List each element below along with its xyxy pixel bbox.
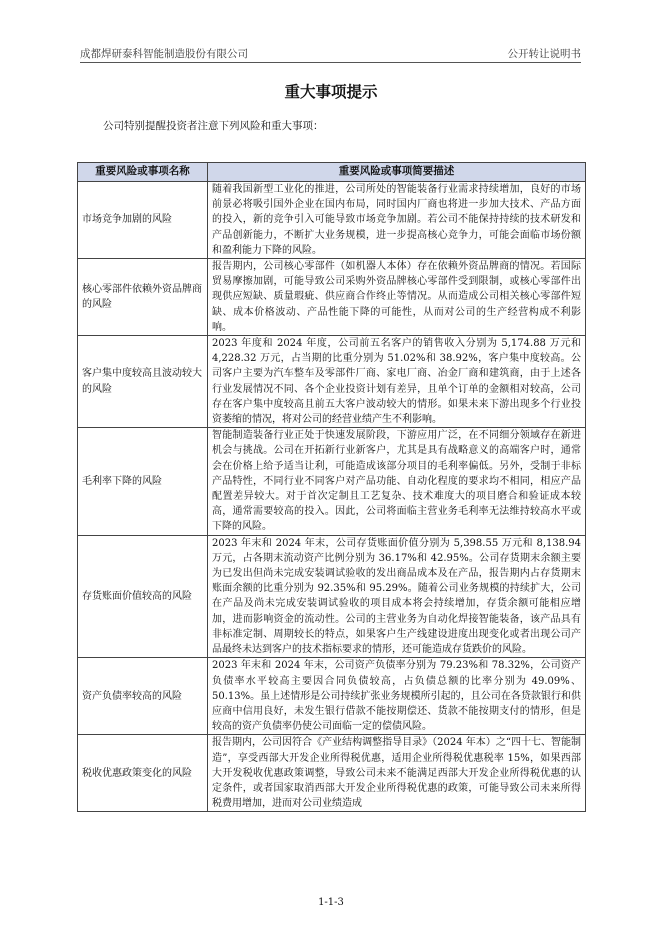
risk-name: 市场竞争加剧的风险	[78, 182, 208, 259]
header-company-name: 成都焊研泰科智能制造股份有限公司	[80, 48, 248, 60]
risk-description: 随着我国新型工业化的推进，公司所处的智能装备行业需求持续增加，良好的市场前景必将吸引国外企业在国内布局，同时国内厂商也将进一步加大技术、产品方面的投入，新的竞争引入可能导致市场竞争加剧。若公司不能保持持续的技术研发和产品创新能力，不断扩大业务规模，进一步提高核心竞争力，可能会面临市场份额和盈利能力下降的风险。	[208, 182, 586, 259]
risk-description: 报告期内，公司因符合《产业结构调整指导目录》（2024 年本）之“四十七、智能制造”，享受西部大开发企业所得税优惠，适用企业所得税优惠税率 15%，如果西部大开发税收优惠政策调整，导致公司未来不能满足西部大开发企业所得税优惠的认定条件，或者国家取消西部大开发企业所得税优惠的政策，可能导致公司未来所得税费用增加，进而对公司业绩造成	[208, 735, 586, 812]
table-row	[78, 259, 586, 336]
table-row	[78, 182, 586, 259]
risk-name: 核心零部件依赖外资品牌商的风险	[78, 259, 208, 336]
page-title: 重大事项提示	[284, 83, 378, 101]
table-row	[78, 535, 586, 658]
table-row	[78, 658, 586, 735]
column-header-risk-name: 重要风险或事项名称	[78, 163, 208, 182]
risk-description: 报告期内，公司核心零部件（如机器人本体）存在依赖外资品牌商的情况。若国际贸易摩擦加剧，可能导致公司采购外资品牌核心零部件受到限制，或核心零部件出现供应短缺、质量瑕疵、供应商合作终止等情况。从而造成公司相关核心零部件短缺、成本价格波动、产品性能下降的可能性，从而对公司的生产经营构成不利影响。	[208, 259, 586, 336]
header-document-type: 公开转让说明书	[507, 48, 581, 60]
risk-table	[77, 162, 586, 812]
page-header	[80, 44, 581, 63]
risk-name: 资产负债率较高的风险	[78, 658, 208, 735]
table-row	[78, 428, 586, 535]
risk-name: 存货账面价值较高的风险	[78, 535, 208, 658]
risk-name: 客户集中度较高且波动较大的风险	[78, 336, 208, 428]
risk-description: 2023 年度和 2024 年度，公司前五名客户的销售收入分别为 5,174.88 万元和 4,228.32 万元，占当期的比重分别为 51.02%和 38.92%，客户集中度较高。公司客户主要为汽车整车及零部件厂商、家电厂商、冶金厂商和建筑商，由于上述各行业发展情况不同、各个企业投资计划有差异，且单个订单的金额相对较高，公司存在客户集中度较高且前五大客户波动较大的情形。如果未来下游出现多个行业投资萎缩的情况，将对公司的经营业绩产生不利影响。	[208, 336, 586, 428]
column-header-risk-description: 重要风险或事项简要描述	[208, 163, 586, 182]
page-number: 1-1-3	[318, 897, 344, 908]
risk-description: 2023 年末和 2024 年末，公司存货账面价值分别为 5,398.55 万元和 8,138.94 万元，占各期末流动资产比例分别为 36.17%和 42.95%。公司存货期末余额主要为已发出但尚未完成安装调试验收的发出商品成本及在产品，报告期内占存货期末账面余额的比重分别为 92.35%和 95.29%。随着公司业务规模的持续扩大，公司在产品及尚未完成安装调试验收的项目成本将会持续增加，存货余额可能相应增加，进而影响资金的流动性。公司的主营业务为自动化焊接智能装备，该产品具有非标准定制、周期较长的特点，如果客户生产线建设进度出现变化或者出现公司产品最终未达到客户的技术指标要求的情形，还可能造成存货跌价的风险。	[208, 535, 586, 658]
risk-description: 智能制造装备行业正处于快速发展阶段，下游应用广泛，在不同细分领域存在新进机会与挑战。公司在开拓新行业新客户，尤其是具有战略意义的高端客户时，通常会在价格上给予适当让利，可能造成该部分项目的毛利率偏低。另外，受制于非标产品特性，不同行业不同客户对产品功能、自动化程度的要求均不相同，相应产品配置差异较大。对于首次定制且工艺复杂、技术难度大的项目磨合和验证成本较高，通常需要较高的投入。因此，公司将面临主营业务毛利率无法维持较高水平或下降的风险。	[208, 428, 586, 535]
risk-name: 毛利率下降的风险	[78, 428, 208, 535]
intro-paragraph: 公司特别提醒投资者注意下列风险和重大事项：	[103, 120, 324, 132]
table-row	[78, 735, 586, 812]
table-row	[78, 336, 586, 428]
risk-name: 税收优惠政策变化的风险	[78, 735, 208, 812]
risk-description: 2023 年末和 2024 年末，公司资产负债率分别为 79.23%和 78.32%，公司资产负债率水平较高主要因合同负债较高，占负债总额的比率分别为 49.09%、50.13%。虽上述情形是公司持续扩张业务规模所引起的，且公司在各贷款银行和供应商中信用良好，未发生银行借款不能按期偿还、货款不能按期支付的情形，但是较高的资产负债率仍使公司面临一定的偿债风险。	[208, 658, 586, 735]
table-header-row	[78, 163, 586, 182]
